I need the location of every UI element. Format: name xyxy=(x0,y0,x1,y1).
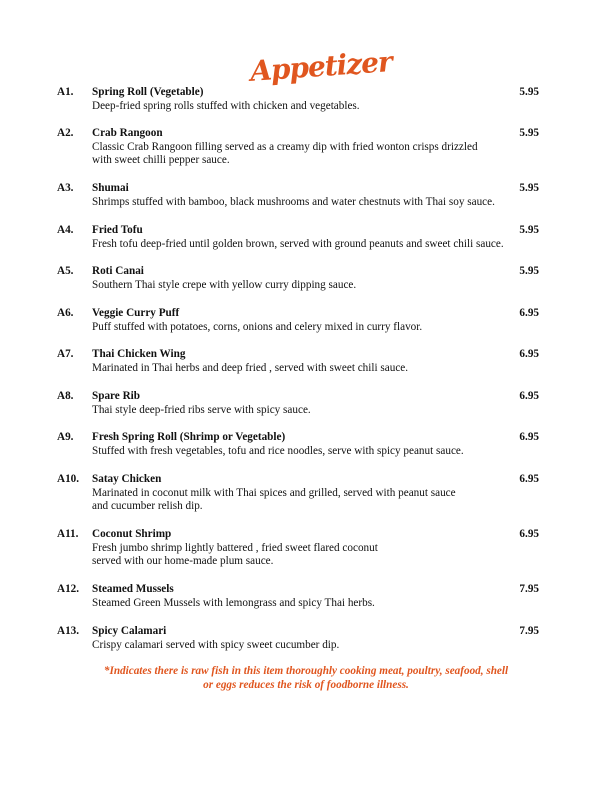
item-description xyxy=(92,279,542,293)
item-name: Roti Canai xyxy=(92,265,144,277)
description-line: Fresh jumbo shrimp lightly battered , fried sweet flared coconut xyxy=(92,541,378,554)
item-description xyxy=(92,362,542,376)
item-code: A3. xyxy=(57,182,74,194)
item-name: Fresh Spring Roll (Shrimp or Vegetable) xyxy=(92,431,286,443)
item-price: 6.95 xyxy=(519,431,539,443)
item-code: A10. xyxy=(57,473,80,485)
description-line: Classic Crab Rangoon filling served as a creamy dip with fried wonton crisps drizzled xyxy=(92,140,478,153)
item-name: Fried Tofu xyxy=(92,224,143,236)
item-description xyxy=(92,487,542,514)
item-name: Steamed Mussels xyxy=(92,583,174,595)
item-code: A5. xyxy=(57,265,74,277)
description-line: Marinated in coconut milk with Thai spices and grilled, served with peanut sauce xyxy=(92,486,456,499)
description-line: Steamed Green Mussels with lemongrass and spicy Thai herbs. xyxy=(92,596,375,609)
item-name: Spring Roll (Vegetable) xyxy=(92,86,204,98)
item-price: 6.95 xyxy=(519,473,539,485)
item-price: 6.95 xyxy=(519,390,539,402)
item-name: Coconut Shrimp xyxy=(92,528,172,540)
item-code: A1. xyxy=(57,86,74,98)
description-line: Southern Thai style crepe with yellow curry dipping sauce. xyxy=(92,278,357,291)
item-description xyxy=(92,597,542,611)
item-code: A13. xyxy=(57,625,80,637)
item-code: A12. xyxy=(57,583,80,595)
item-price: 5.95 xyxy=(519,127,539,139)
item-description xyxy=(92,238,542,252)
item-name: Thai Chicken Wing xyxy=(92,348,186,360)
item-price: 5.95 xyxy=(519,182,539,194)
item-code: A4. xyxy=(57,224,74,236)
item-price: 6.95 xyxy=(519,307,539,319)
item-name: Spicy Calamari xyxy=(92,625,167,637)
item-price: 6.95 xyxy=(519,348,539,360)
item-description xyxy=(92,445,542,459)
section-title: Appetizer xyxy=(249,45,393,88)
item-description xyxy=(92,196,542,210)
description-line: Stuffed with fresh vegetables, tofu and rice noodles, serve with spicy peanut sauce. xyxy=(92,444,464,457)
item-description xyxy=(92,100,542,114)
item-code: A7. xyxy=(57,348,74,360)
item-name: Shumai xyxy=(92,182,129,194)
item-name: Satay Chicken xyxy=(92,473,162,485)
item-name: Crab Rangoon xyxy=(92,127,163,139)
item-price: 7.95 xyxy=(519,583,539,595)
item-price: 5.95 xyxy=(519,86,539,98)
item-description xyxy=(92,639,542,653)
item-code: A9. xyxy=(57,431,74,443)
item-description xyxy=(92,542,542,569)
notice-line: *Indicates there is raw fish in this item thoroughly cooking meat, poultry, seafood, shell xyxy=(103,665,509,677)
description-line: Marinated in Thai herbs and deep fried , served with sweet chili sauce. xyxy=(92,361,409,374)
description-line: served with our home-made plum sauce. xyxy=(92,555,274,568)
description-line: and cucumber relish dip. xyxy=(92,500,203,513)
item-description xyxy=(92,321,542,335)
item-code: A6. xyxy=(57,307,74,319)
item-name: Spare Rib xyxy=(92,390,140,402)
item-name: Veggie Curry Puff xyxy=(92,307,180,319)
item-price: 6.95 xyxy=(519,528,539,540)
description-line: Thai style deep-fried ribs serve with spicy sauce. xyxy=(92,403,311,416)
description-line: Fresh tofu deep-fried until golden brown, served with ground peanuts and sweet chili sauce. xyxy=(92,237,504,250)
description-line: Crispy calamari served with spicy sweet cucumber dip. xyxy=(92,638,340,651)
item-code: A11. xyxy=(57,528,79,540)
item-description xyxy=(92,404,542,418)
description-line: with sweet chilli pepper sauce. xyxy=(92,154,230,167)
item-price: 5.95 xyxy=(519,224,539,236)
description-line: Puff stuffed with potatoes, corns, onions and celery mixed in curry flavor. xyxy=(92,320,423,333)
item-price: 7.95 xyxy=(519,625,539,637)
item-code: A2. xyxy=(57,127,74,139)
description-line: Shrimps stuffed with bamboo, black mushrooms and water chestnuts with Thai soy sauce. xyxy=(92,195,495,208)
raw-fish-notice xyxy=(60,664,552,692)
item-price: 5.95 xyxy=(519,265,539,277)
description-line: Deep-fried spring rolls stuffed with chicken and vegetables. xyxy=(92,99,360,112)
item-code: A8. xyxy=(57,390,74,402)
notice-line: or eggs reduces the risk of foodborne illness. xyxy=(203,679,409,691)
item-description xyxy=(92,141,542,168)
